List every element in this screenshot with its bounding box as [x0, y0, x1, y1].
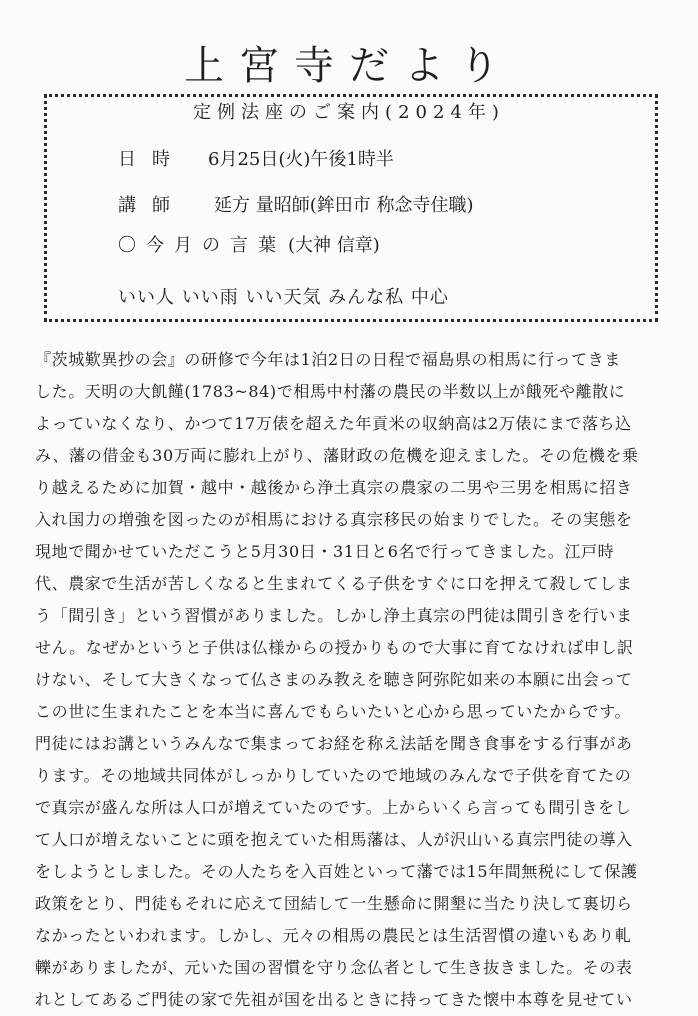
article-line: よっていなくなり、かつて17万俵を超えた年貢米の収納高は2万俵にまで落ち込 — [35, 414, 632, 433]
article-line: で真宗が盛んな所は人口が増えていたのです。上からいくら言っても間引きをし — [35, 798, 632, 817]
article-line: れとしてあるご門徒の家で先祖が国を出るときに持ってきた懐中本尊を見せてい — [35, 990, 633, 1009]
article-line: 代、農家で生活が苦しくなると生まれてくる子供をすぐに口を押えて殺してしま — [35, 574, 633, 593]
article-line: り越えるために加賀・越中・越後から浄土真宗の農家の二男や三男を相馬に招き — [35, 478, 633, 497]
article-line: した。天明の大飢饉(1783~84)で相馬中村藩の農民の半数以上が餓死や離散に — [35, 382, 626, 401]
article-line: せん。なぜかというと子供は仏様からの授かりもので大事に育てなければ申し訳 — [35, 638, 634, 657]
article-line: て人口が増えないことに頭を抱えていた相馬藩は、人が沢山いる真宗門徒の導入 — [35, 830, 633, 849]
article-line: なかったといわれます。しかし、元々の相馬の農民とは生活習慣の違いもあり軋 — [35, 926, 632, 945]
notice-heading: 定例法座のご案内(2024年) — [193, 102, 505, 123]
article-line: 現地で聞かせていただこうと5月30日・31日と6名で行ってきました。江戸時 — [35, 542, 615, 561]
article-line: み、藩の借金も30万両に膨れ上がり、藩財政の危機を迎えました。その危機を乗 — [35, 446, 639, 465]
lecturer-label: 講師 — [118, 195, 186, 216]
article-line: 轢がありましたが、元いた国の習慣を守り念仏者として生き抜きました。その表 — [35, 958, 633, 977]
article-line: 政策をとり、門徒もそれに応えて団結して一生懸命に開墾に当たり決して裏切ら — [35, 894, 633, 913]
datetime-label: 日時 — [118, 149, 186, 170]
notice-datetime-row — [118, 146, 394, 174]
newsletter-title: 上宮寺だより — [184, 43, 514, 89]
datetime-value: 6月25日(火)午後1時半 — [208, 149, 394, 170]
lecturer-value: 延方 量昭師(鉾田市 称念寺住職) — [214, 195, 474, 216]
monthly-saying: いい人 いい雨 いい天気 みんな私 中心 — [118, 287, 449, 308]
words-source: (大神 信章) — [288, 235, 380, 256]
article-line: 『茨城歎異抄の会』の研修で今年は1泊2日の日程で福島県の相馬に行ってきま — [35, 350, 621, 369]
article-line: この世に生まれたことを本当に喜んでもらいたいと心から思っていたからです。 — [35, 702, 632, 721]
words-label: 〇今月の言葉 — [118, 235, 286, 256]
article-line: をしようとしました。その人たちを入百姓といって藩では15年間無税にして保護 — [35, 862, 638, 881]
article-body — [35, 344, 665, 1016]
article-line: ります。その地域共同体がしっかりしていたので地域のみんなで子供を育てたの — [35, 766, 632, 785]
article-line: 入れ国力の増強を図ったのが相馬における真宗移民の始まりでした。その実態を — [35, 510, 633, 529]
article-line: う「間引き」という習慣がありました。しかし浄土真宗の門徒は間引きを行いま — [35, 606, 633, 625]
article-line: けない、そして大きくなって仏さまのみ教えを聴き阿弥陀如来の本願に出会って — [35, 670, 633, 689]
notice-words-row — [118, 232, 380, 260]
notice-lecturer-row — [118, 192, 474, 220]
article-line: 門徒にはお講というみんなで集まってお経を称え法話を聞き食事をする行事があ — [35, 734, 633, 753]
